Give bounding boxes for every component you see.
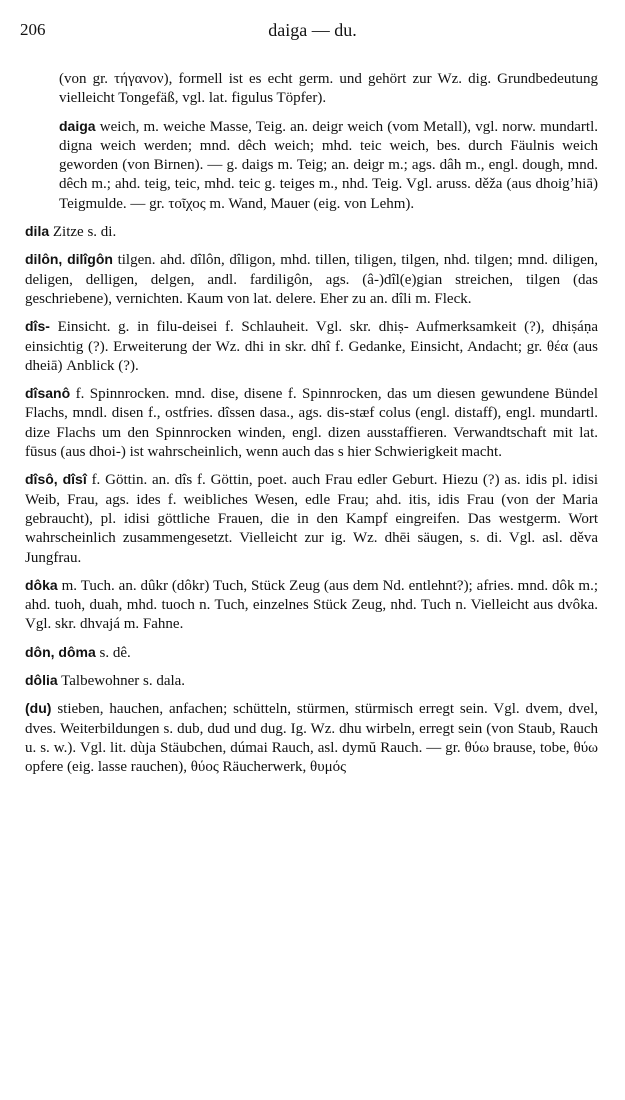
entry-text: Talbewohner s. dala. [61,673,186,690]
entry-dolia [25,671,598,691]
entry-dis [25,317,598,376]
entry-headword: dîs- [25,318,50,335]
entry-headword: (du) [25,700,52,717]
entry-headword: dîsô, dîsî [25,471,87,488]
entry-headword: dila [25,223,50,240]
entry-daiga [25,117,598,214]
entry-text: f. Spinnrocken. mnd. dise, disene f. Spinnrocken, das um diesen gewundene Bündel Flachs, mndl. disen f., ostfries. dîssen dasa., ags. dis-stæf colus (engl. distaff), engl. mundartl. dize Flachs um den Spinnrocken winden, engl. dizen ausstaffieren. Verwandtschaft mit lat. fūsus (aus dhoi-) ist wahrscheinlich, wenn auch das s hier Schwierigkeit macht. [25,386,599,461]
entry-headword: daiga [59,117,96,134]
entry-text: Einsicht. g. in filu-deisei f. Schlauheit. Vgl. skr. dhiṣ- Aufmerksamkeit (?), dhiṣáṇa einsichtig (?). Erweiterung der Wz. dhi in skr. dhî f. Gedanke, Einsicht, Andacht; gr. θέα (aus dheiā) Anblick (?). [25,319,598,374]
entry-text: (von gr. τήγανον), formell ist es echt germ. und gehört zur Wz. dig. Grundbedeutung vielleicht Tongefäß, vgl. lat. figulus Töpfer). [59,71,598,107]
entry-dila [25,222,598,242]
page-body [25,70,598,786]
running-head: daiga — du. [268,20,357,40]
entry-dilon [25,250,598,309]
entry-text: m. Tuch. an. dûkr (dôkr) Tuch, Stück Zeug (aus dem Nd. entlehnt?); afries. mnd. dôk m.; ahd. tuoh, duah, mhd. tuoch n. Tuch, einzelnes Stück Zeug, nhd. Tuch n. Vielleicht aus dvôka. Vgl. skr. dhvajá m. Fahne. [25,577,599,633]
page-header [0,20,625,46]
entry-doka [25,576,598,635]
entry-continuation [25,70,598,109]
entry-don [25,643,598,663]
entry-text: Zitze s. di. [52,224,117,241]
page-number: 206 [20,20,46,39]
entry-text: tilgen. ahd. dîlôn, dîligon, mhd. tillen, tiligen, tilgen, nhd. tilgen; mnd. diligen, deligen, delligen, delgen, andl. fardiligôn, ags. (â-)dîl(e)gian streichen, tilgen (das geschriebene), vernichten. Kaum von lat. delere. Eher zu an. dîli m. Fleck. [25,252,598,307]
entry-headword: dôn, dôma [25,643,96,660]
entry-text: stieben, hauchen, anfachen; schütteln, stürmen, stürmisch erregt sein. Vgl. dvem, dvel, dves. Weiterbildungen s. dub, dud und dug. Ig. Wz. dhu wirbeln, erregt sein (von Staub, Rauch u. s. w.). Vgl. lit. dùja Stäubchen, dúmai Rauch, asl. dymŭ Rauch. — gr. θύω brause, tobe, θύω opfere (eig. lasse rauchen), θύος Räucherwerk, θυμός [25,701,599,776]
entry-du [25,699,598,777]
entry-headword: dîsanô [25,385,71,402]
entry-headword: dôlia [25,672,58,689]
entry-text: f. Göttin. an. dîs f. Göttin, poet. auch Frau edler Geburt. Hiezu (?) as. idis pl. idisi Weib, Frau, ags. ides f. weibliches Wesen, edle Frau; ahd. itis, idis Frau (von der Maria gebraucht), pl. idisi göttliche Frauen, die in den Kampf eingreifen. Das westgerm. Wort wahrscheinlich zusammengesetzt. Vielleicht zur ig. Wz. dhēi säugen, s. di. Vgl. asl. děva Jungfrau. [25,472,598,566]
entry-text: weich, m. weiche Masse, Teig. an. deigr weich (vom Metall), vgl. norw. mundartl. digna weich werden; mnd. dêch weich; mhd. teic weich, bes. durch Fäulnis weich geworden (von Birnen). — g. daigs m. Teig; an. deigr m.; ags. dâh m., engl. dough, mnd. dêch m.; ahd. teig, teic, mhd. teic g. teiges m., nhd. Teig. Vgl. aruss. děža (aus dhoigʼhiā) Teigmulde. — gr. τοῖχος m. Wand, Mauer (eig. von Lehm). [59,118,598,212]
entry-headword: dilôn, dilîgôn [25,251,113,268]
entry-diso [25,470,598,567]
entry-headword: dôka [25,576,58,593]
entry-disano [25,384,598,462]
entry-text: s. dê. [99,644,131,661]
